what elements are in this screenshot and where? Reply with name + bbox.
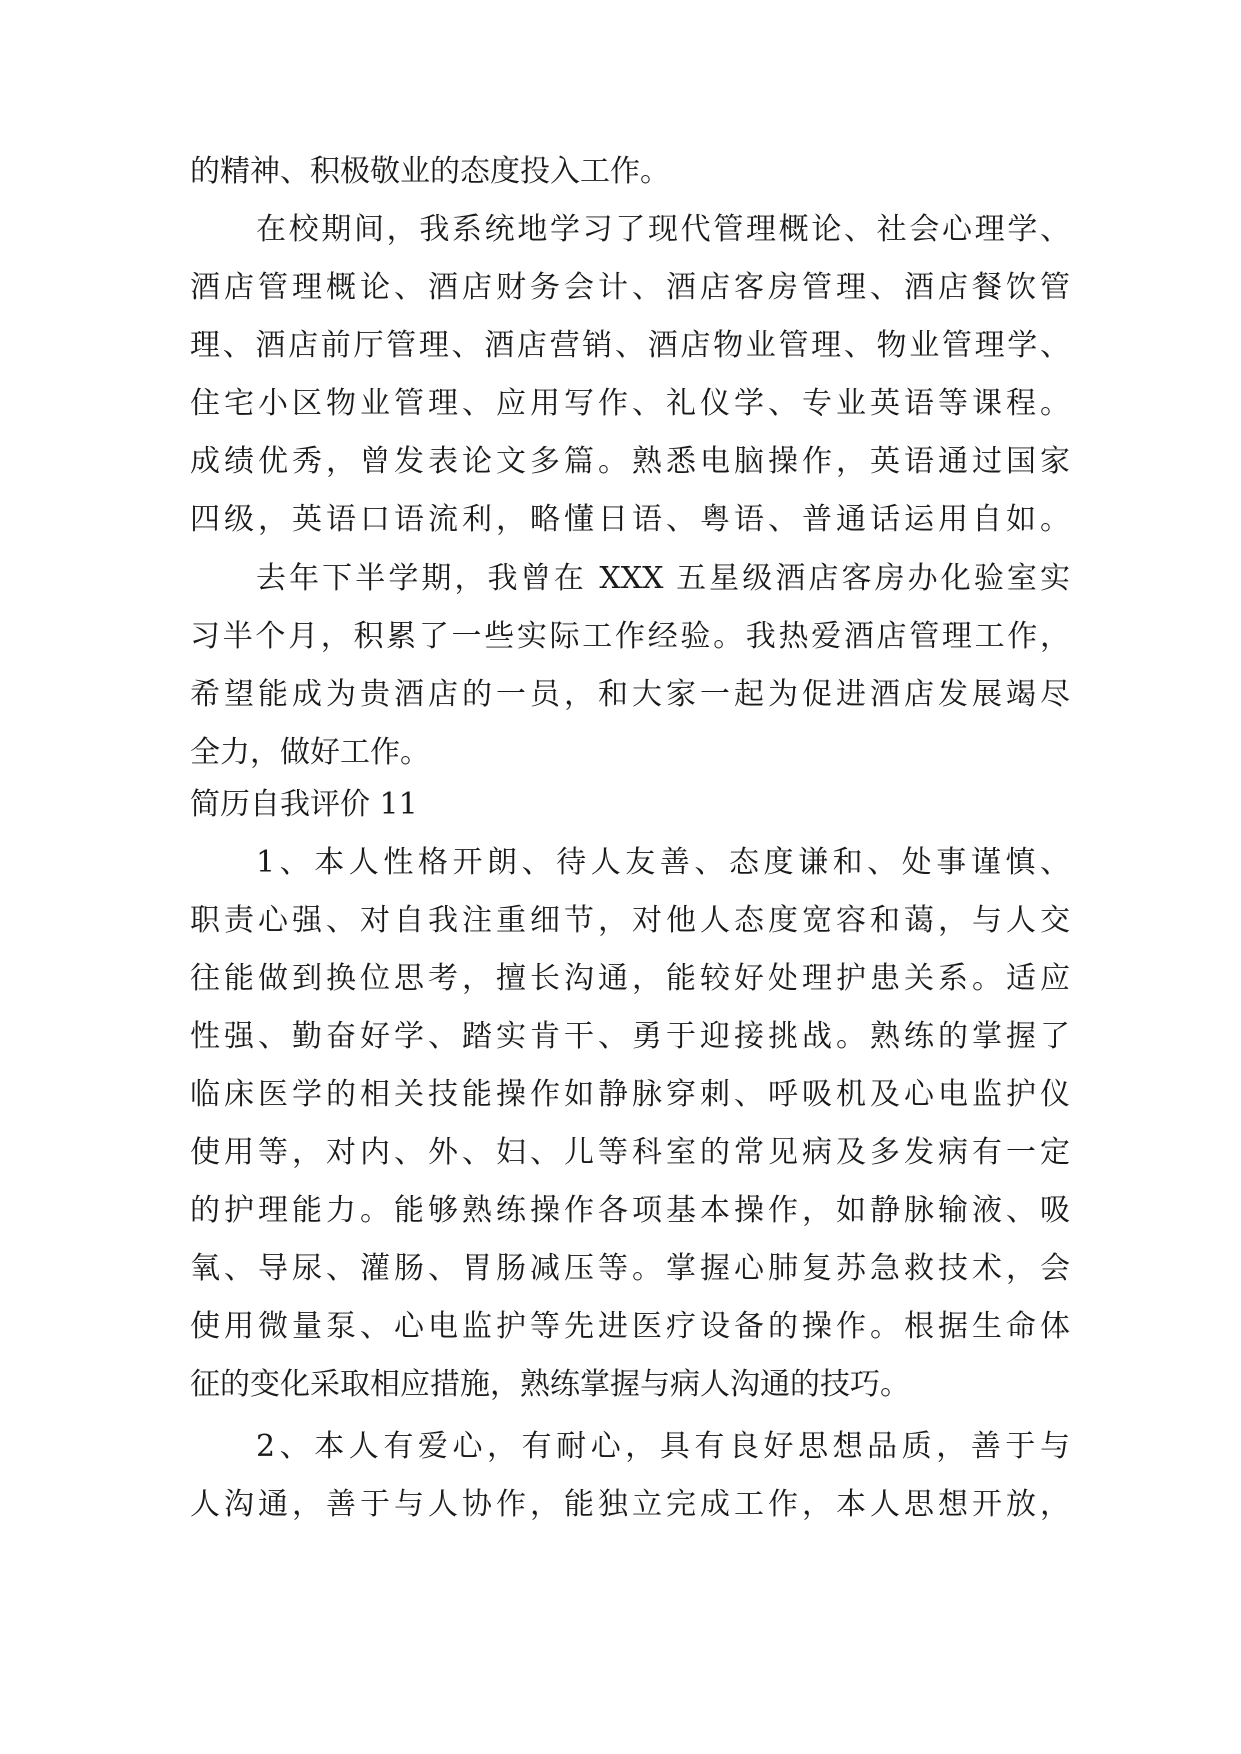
paragraph-line: 四级，英语口语流利，略懂日语、粤语、普通话运用自如。 [190,502,1070,537]
paragraph-line: 使用等，对内、外、妇、儿等科室的常见病及多发病有一定 [190,1135,1070,1170]
paragraph-line: 性强、勤奋好学、踏实肯干、勇于迎接挑战。熟练的掌握了 [190,1019,1070,1054]
paragraph-line: 希望能成为贵酒店的一员，和大家一起为促进酒店发展竭尽 [190,677,1070,712]
paragraph-line: 人沟通，善于与人协作，能独立完成工作，本人思想开放， [190,1487,1070,1522]
paragraph-line: 临床医学的相关技能操作如静脉穿刺、呼吸机及心电监护仪 [190,1077,1070,1112]
paragraph-line: 去年下半学期，我曾在 XXX 五星级酒店客房办化验室实 [256,561,1070,596]
paragraph-line: 酒店管理概论、酒店财务会计、酒店客房管理、酒店餐饮管 [190,270,1070,305]
section-heading: 简历自我评价 11 [190,787,418,822]
paragraph-line: 职责心强、对自我注重细节，对他人态度宽容和蔼，与人交 [190,903,1070,938]
paragraph-line: 1、本人性格开朗、待人友善、态度谦和、处事谨慎、 [256,845,1070,880]
paragraph-line: 征的变化采取相应措施，熟练掌握与病人沟通的技巧。 [190,1367,910,1402]
paragraph-line: 住宅小区物业管理、应用写作、礼仪学、专业英语等课程。 [190,386,1070,421]
paragraph-line: 理、酒店前厅管理、酒店营销、酒店物业管理、物业管理学、 [190,328,1070,363]
paragraph-line: 全力，做好工作。 [190,735,430,770]
paragraph-line: 在校期间，我系统地学习了现代管理概论、社会心理学、 [256,212,1070,247]
paragraph-line: 习半个月，积累了一些实际工作经验。我热爱酒店管理工作， [190,619,1070,654]
paragraph-line: 的精神、积极敬业的态度投入工作。 [190,154,670,189]
paragraph-line: 成绩优秀，曾发表论文多篇。熟悉电脑操作，英语通过国家 [190,444,1070,479]
paragraph-line: 的护理能力。能够熟练操作各项基本操作，如静脉输液、吸 [190,1193,1070,1228]
paragraph-line: 使用微量泵、心电监护等先进医疗设备的操作。根据生命体 [190,1309,1070,1344]
paragraph-line: 2、本人有爱心，有耐心，具有良好思想品质，善于与 [256,1429,1070,1464]
paragraph-line: 往能做到换位思考，擅长沟通，能较好处理护患关系。适应 [190,961,1070,996]
paragraph-line: 氧、导尿、灌肠、胃肠减压等。掌握心肺复苏急救技术，会 [190,1251,1070,1286]
